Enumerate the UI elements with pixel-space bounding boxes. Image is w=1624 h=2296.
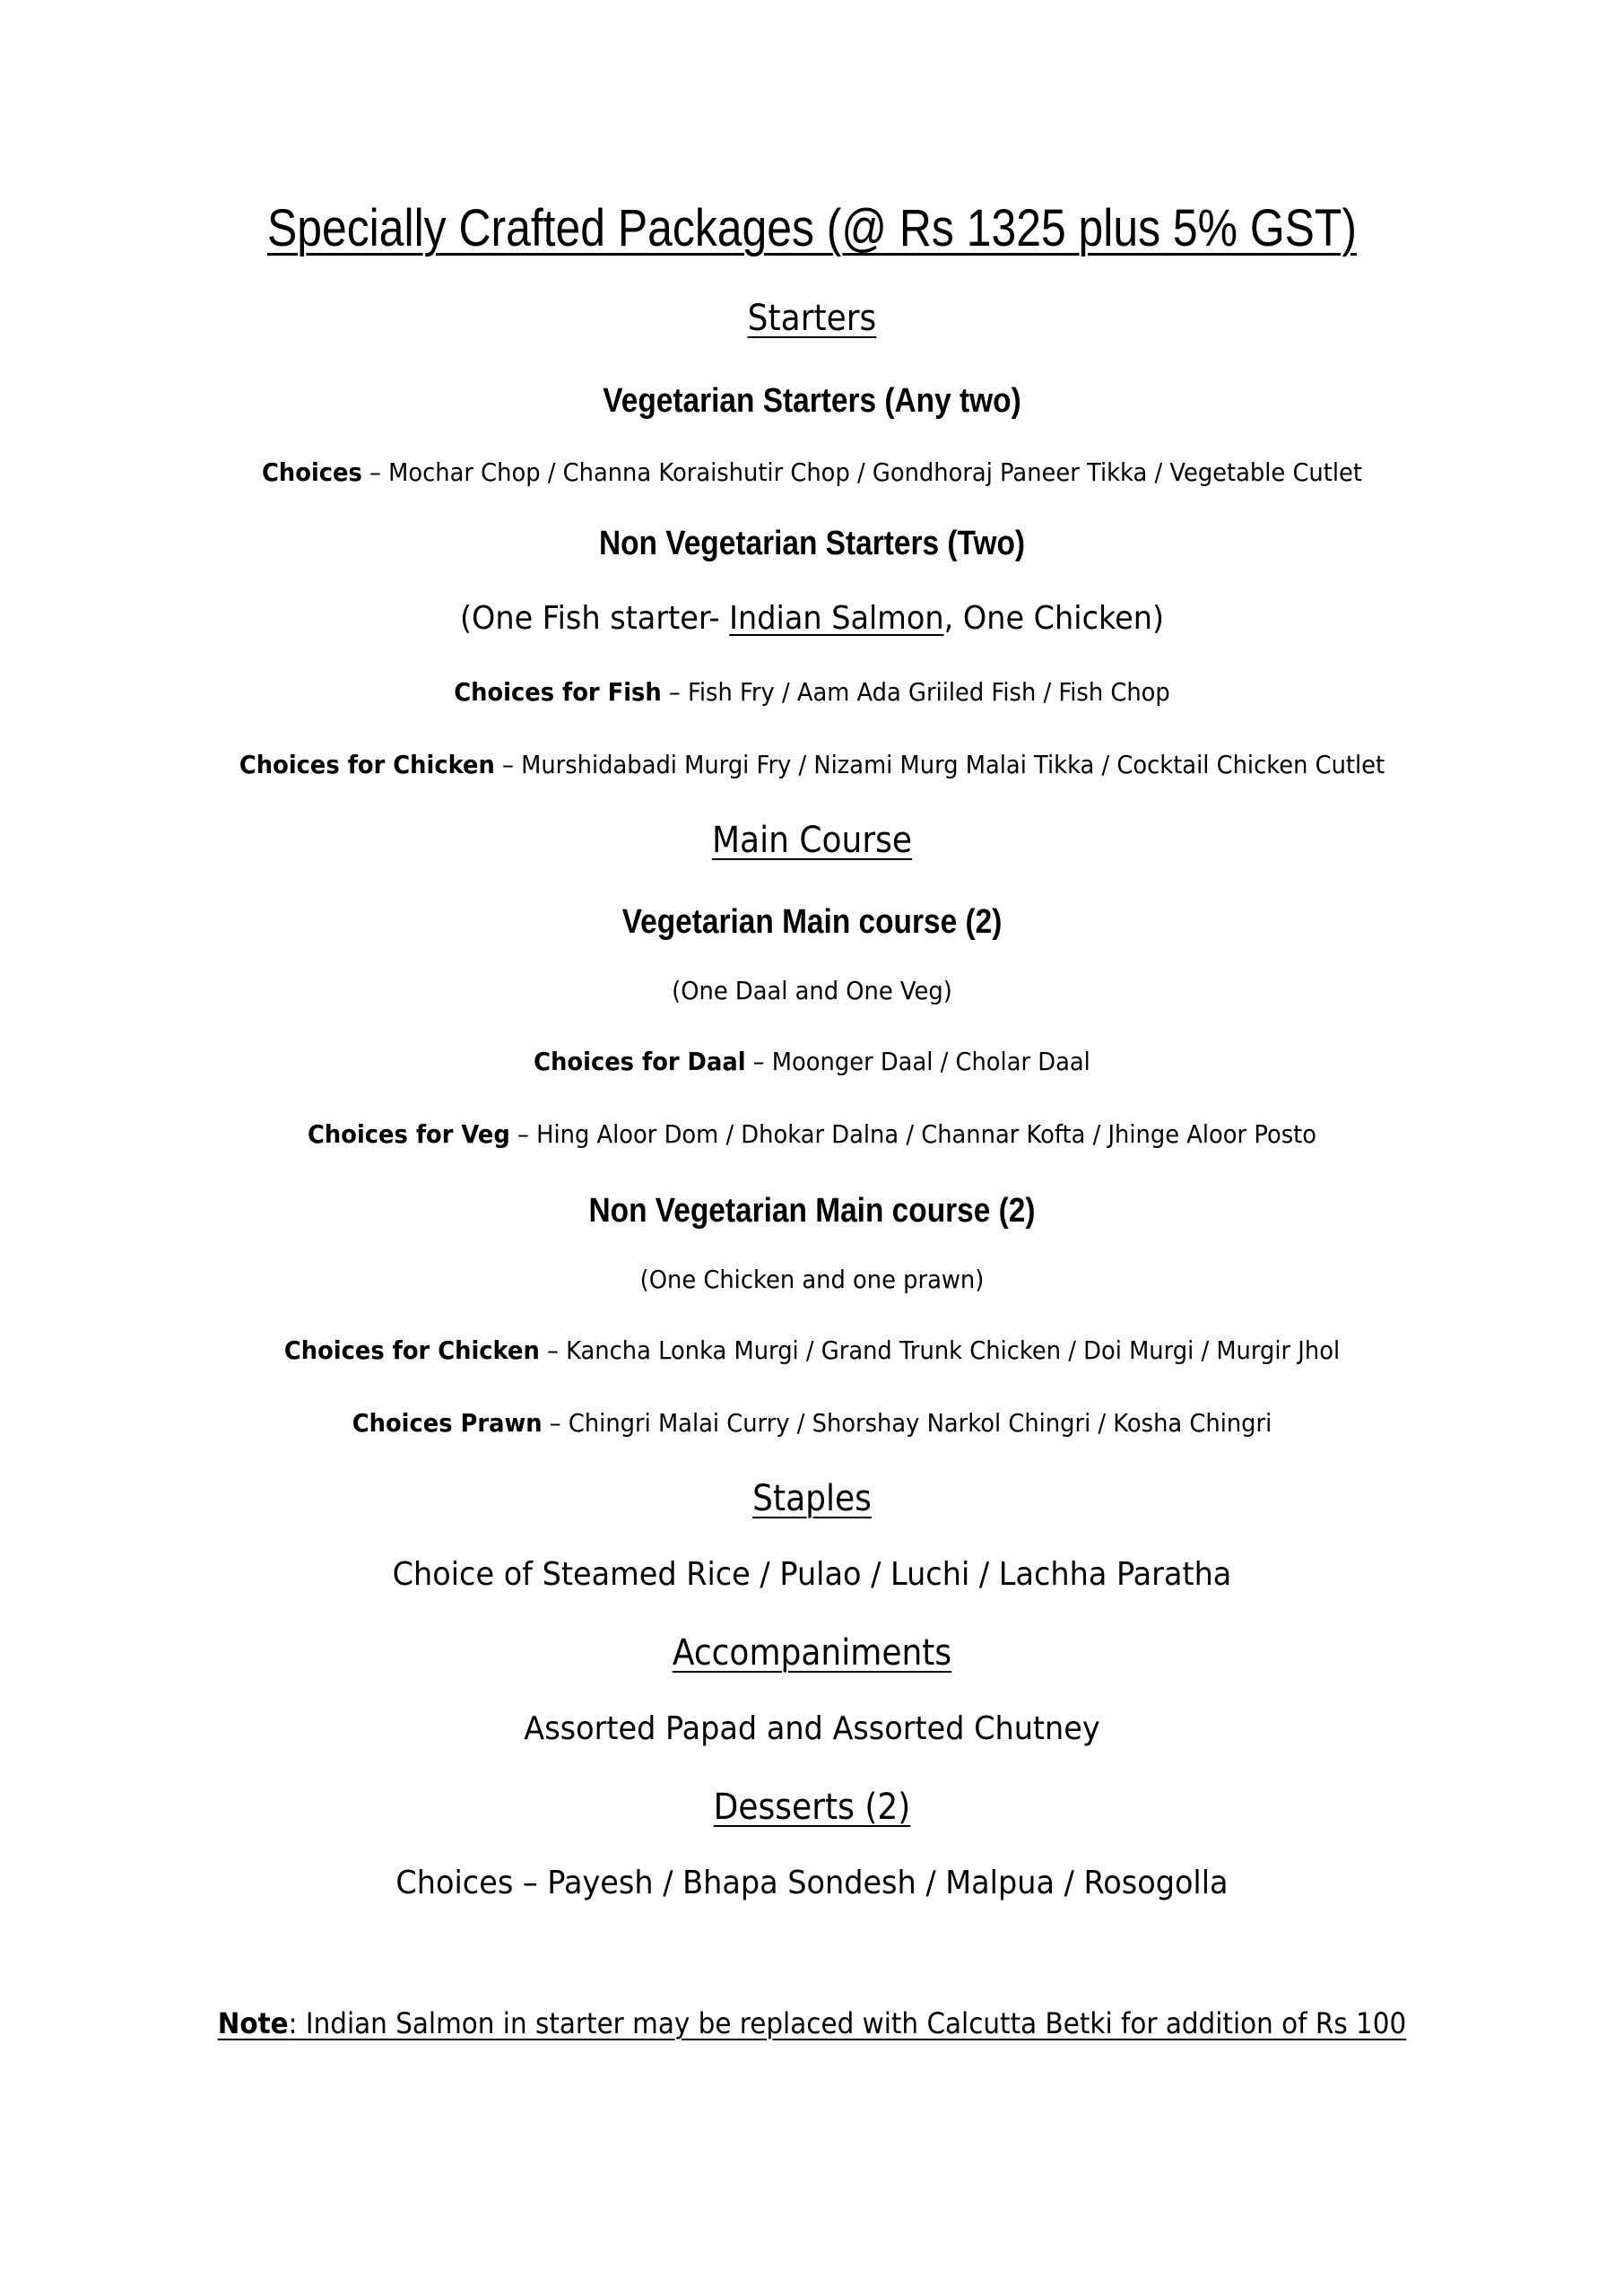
chicken-starter-label: Choices for Chicken [239, 750, 495, 779]
choices-label: Choices [262, 457, 362, 487]
prawn-choices-label: Choices Prawn [352, 1408, 543, 1438]
veg-main-heading: Vegetarian Main course (2) [621, 903, 1003, 941]
staples-text: Choice of Steamed Rice / Pulao / Luchi / Lachha Paratha [392, 1556, 1232, 1593]
chicken-main-text: – Kancha Lonka Murgi / Grand Trunk Chicken / Doi Murgi / Murgir Jhol [539, 1335, 1341, 1365]
footer-note-text: : Indian Salmon in starter may be replaced with Calcutta Betki for addition of Rs 100 [288, 2006, 1407, 2040]
page-title: Specially Crafted Packages (@ Rs 1325 plus 5% GST) [266, 199, 1358, 257]
nonveg-main-heading: Non Vegetarian Main course (2) [588, 1192, 1036, 1230]
chicken-starter-text: – Murshidabadi Murgi Fry / Nizami Murg Malai Tikka / Cocktail Chicken Cutlet [494, 750, 1385, 779]
fish-choices-text: – Fish Fry / Aam Ada Griiled Fish / Fish Chop [661, 677, 1170, 707]
choices-text: – Mochar Chop / Channa Koraishutir Chop / Gondhoraj Paneer Tikka / Vegetable Cutlet [361, 457, 1362, 487]
nonveg-starters-heading: Non Vegetarian Starters (Two) [598, 525, 1026, 562]
note-prefix: (One Fish starter- [459, 600, 730, 637]
fish-choices [65, 677, 1559, 707]
nonveg-main-note: (One Chicken and one prawn) [639, 1265, 985, 1294]
veg-main-note: (One Daal and One Veg) [672, 976, 952, 1005]
footer-note-label: Note [217, 2006, 289, 2040]
staples-heading: Staples [752, 1478, 872, 1519]
nonveg-starters-note [56, 600, 1567, 637]
prawn-choices-text: – Chingri Malai Curry / Shorshay Narkol Chingri / Kosha Chingri [542, 1408, 1272, 1438]
chicken-starter-choices [65, 752, 1559, 778]
veg-starters-heading: Vegetarian Starters (Any two) [603, 382, 1021, 420]
veg-choices-text: – Hing Aloor Dom / Dhokar Dalna / Channar Kofta / Jhinge Aloor Posto [509, 1119, 1316, 1149]
chicken-main-label: Choices for Chicken [283, 1335, 540, 1365]
veg-starters-choices [65, 457, 1559, 487]
prawn-choices [65, 1408, 1559, 1438]
accompaniments-heading: Accompaniments [672, 1632, 952, 1674]
fish-choices-label: Choices for Fish [454, 677, 662, 707]
veg-choices-label: Choices for Veg [308, 1119, 510, 1149]
accompaniments-text: Assorted Papad and Assorted Chutney [524, 1710, 1100, 1747]
desserts-heading: Desserts (2) [713, 1787, 911, 1828]
desserts-text: Choices – Payesh / Bhapa Sondesh / Malpua / Rosogolla [395, 1865, 1229, 1901]
veg-choices [65, 1119, 1559, 1149]
daal-choices-text: – Moonger Daal / Cholar Daal [745, 1047, 1090, 1076]
chicken-main-choices [65, 1335, 1559, 1365]
note-suffix: , One Chicken) [943, 600, 1165, 637]
daal-choices [65, 1049, 1559, 1074]
starters-heading: Starters [747, 298, 877, 339]
indian-salmon-text: Indian Salmon [729, 600, 944, 637]
main-course-heading: Main Course [711, 820, 913, 861]
footer-note [65, 2006, 1559, 2040]
daal-choices-label: Choices for Daal [534, 1047, 746, 1076]
